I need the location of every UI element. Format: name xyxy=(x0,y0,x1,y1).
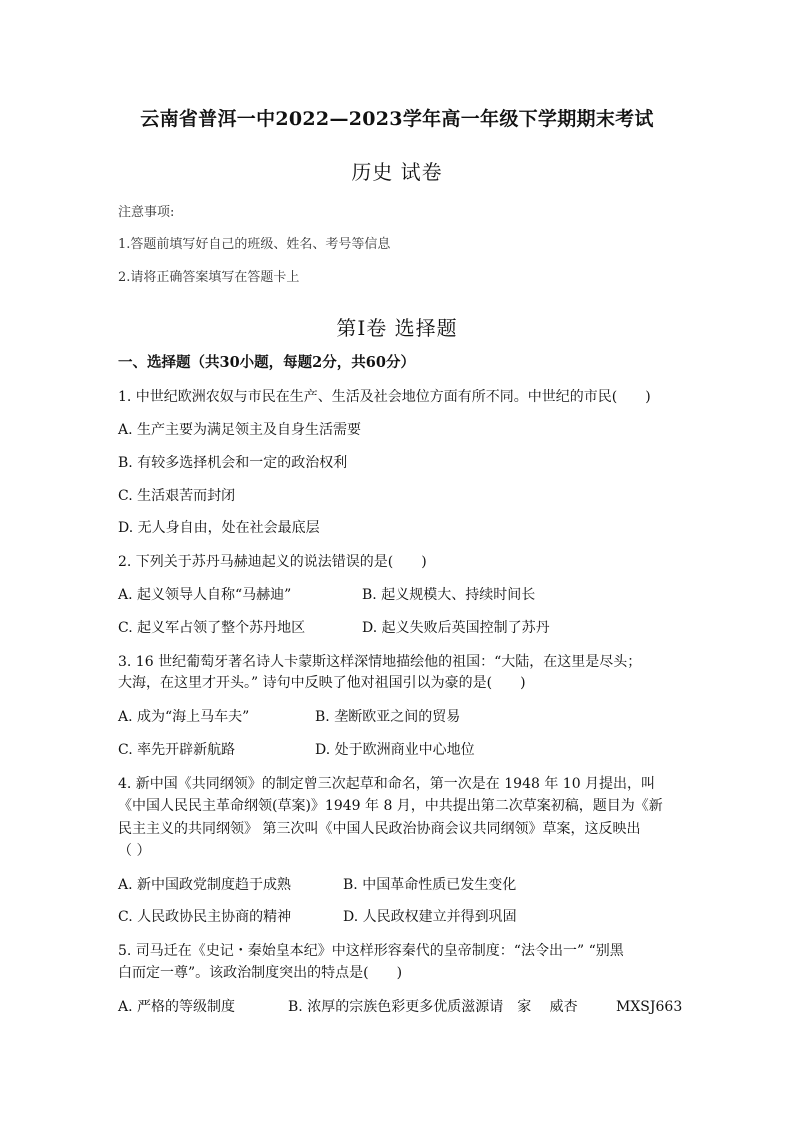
question-3-option-c: C. 率先开辟新航路 xyxy=(118,742,236,758)
notice-item-1: 1.答题前填写好自己的班级、姓名、考号等信息 xyxy=(118,237,391,252)
question-2-option-c: C. 起义军占领了整个苏丹地区 xyxy=(118,620,306,636)
question-4-option-d: D. 人民政权建立并得到巩固 xyxy=(343,909,517,925)
exam-title: 云南省普洱一中2022—2023学年高一年级下学期期末考试 xyxy=(140,108,654,130)
question-4-option-a: A. 新中国政党制度趋于成熟 xyxy=(118,877,292,893)
question-3-option-b: B. 垄断欧亚之间的贸易 xyxy=(315,709,461,725)
question-4-option-b: B. 中国革命性质已发生变化 xyxy=(343,877,517,893)
question-1-option-d: D. 无人身自由，处在社会最底层 xyxy=(118,520,320,536)
question-2-option-d: D. 起义失败后英国控制了苏丹 xyxy=(362,620,550,636)
question-4-stem-line-4: （ ） xyxy=(118,843,151,859)
question-5-option-b: B. 浓厚的宗族色彩更多优质滋源请 家 威杏 xyxy=(288,999,578,1015)
part-heading: 一、选择题（共30小题，每题2分，共60分） xyxy=(118,354,415,371)
question-4-stem-line-2: 《中国人民民主革命纲领(草案)》1949 年 8 月，中共提出第二次草案初稿，题目为《新 xyxy=(118,798,663,814)
watermark-code: MXSJ663 xyxy=(616,999,683,1015)
question-5-stem-line-1: 5. 司马迁在《史记・秦始皇本纪》中这样形容秦代的皇帝制度：“法令出一” “别黑 xyxy=(118,943,624,959)
question-1-option-a: A. 生产主要为满足领主及自身生活需要 xyxy=(118,422,362,438)
question-1-option-b: B. 有较多选择机会和一定的政治权利 xyxy=(118,455,348,471)
question-5-stem-line-2: 白而定一尊”。该政治制度突出的特点是( ) xyxy=(118,965,403,981)
question-4-option-c: C. 人民政协民主协商的精神 xyxy=(118,909,292,925)
section-title: 第Ⅰ卷 选择题 xyxy=(336,316,458,340)
question-5-option-a: A. 严格的等级制度 xyxy=(118,999,236,1015)
notice-item-2: 2.请将正确答案填写在答题卡上 xyxy=(118,270,300,285)
question-4-stem-line-1: 4. 新中国《共同纲领》的制定曾三次起草和命名，第一次是在 1948 年 10 月提出，叫 xyxy=(118,776,656,792)
question-3-stem-line-2: 大海，在这里才开头。” 诗句中反映了他对祖国引以为豪的是( ) xyxy=(118,675,526,691)
question-3-option-d: D. 处于欧洲商业中心地位 xyxy=(315,742,475,758)
question-4-stem-line-3: 民主主义的共同纲领》 第三次叫《中国人民政治协商会议共同纲领》草案，这反映出 xyxy=(118,821,641,837)
subject-title: 历史 试卷 xyxy=(351,160,443,184)
question-2-stem: 2. 下列关于苏丹马赫迪起义的说法错误的是( ) xyxy=(118,554,427,570)
question-2-option-a: A. 起义领导人自称“马赫迪” xyxy=(118,587,292,603)
question-2-option-b: B. 起义规模大、持续时间长 xyxy=(362,587,536,603)
question-1-stem: 1. 中世纪欧洲农奴与市民在生产、生活及社会地位方面有所不同。中世纪的市民( ) xyxy=(118,389,651,405)
question-3-option-a: A. 成为“海上马车夫” xyxy=(118,709,250,725)
question-3-stem-line-1: 3. 16 世纪葡萄牙著名诗人卡蒙斯这样深情地描绘他的祖国：“大陆，在这里是尽头； xyxy=(118,654,642,670)
question-1-option-c: C. 生活艰苦而封闭 xyxy=(118,488,236,504)
notice-heading: 注意事项: xyxy=(118,205,175,220)
